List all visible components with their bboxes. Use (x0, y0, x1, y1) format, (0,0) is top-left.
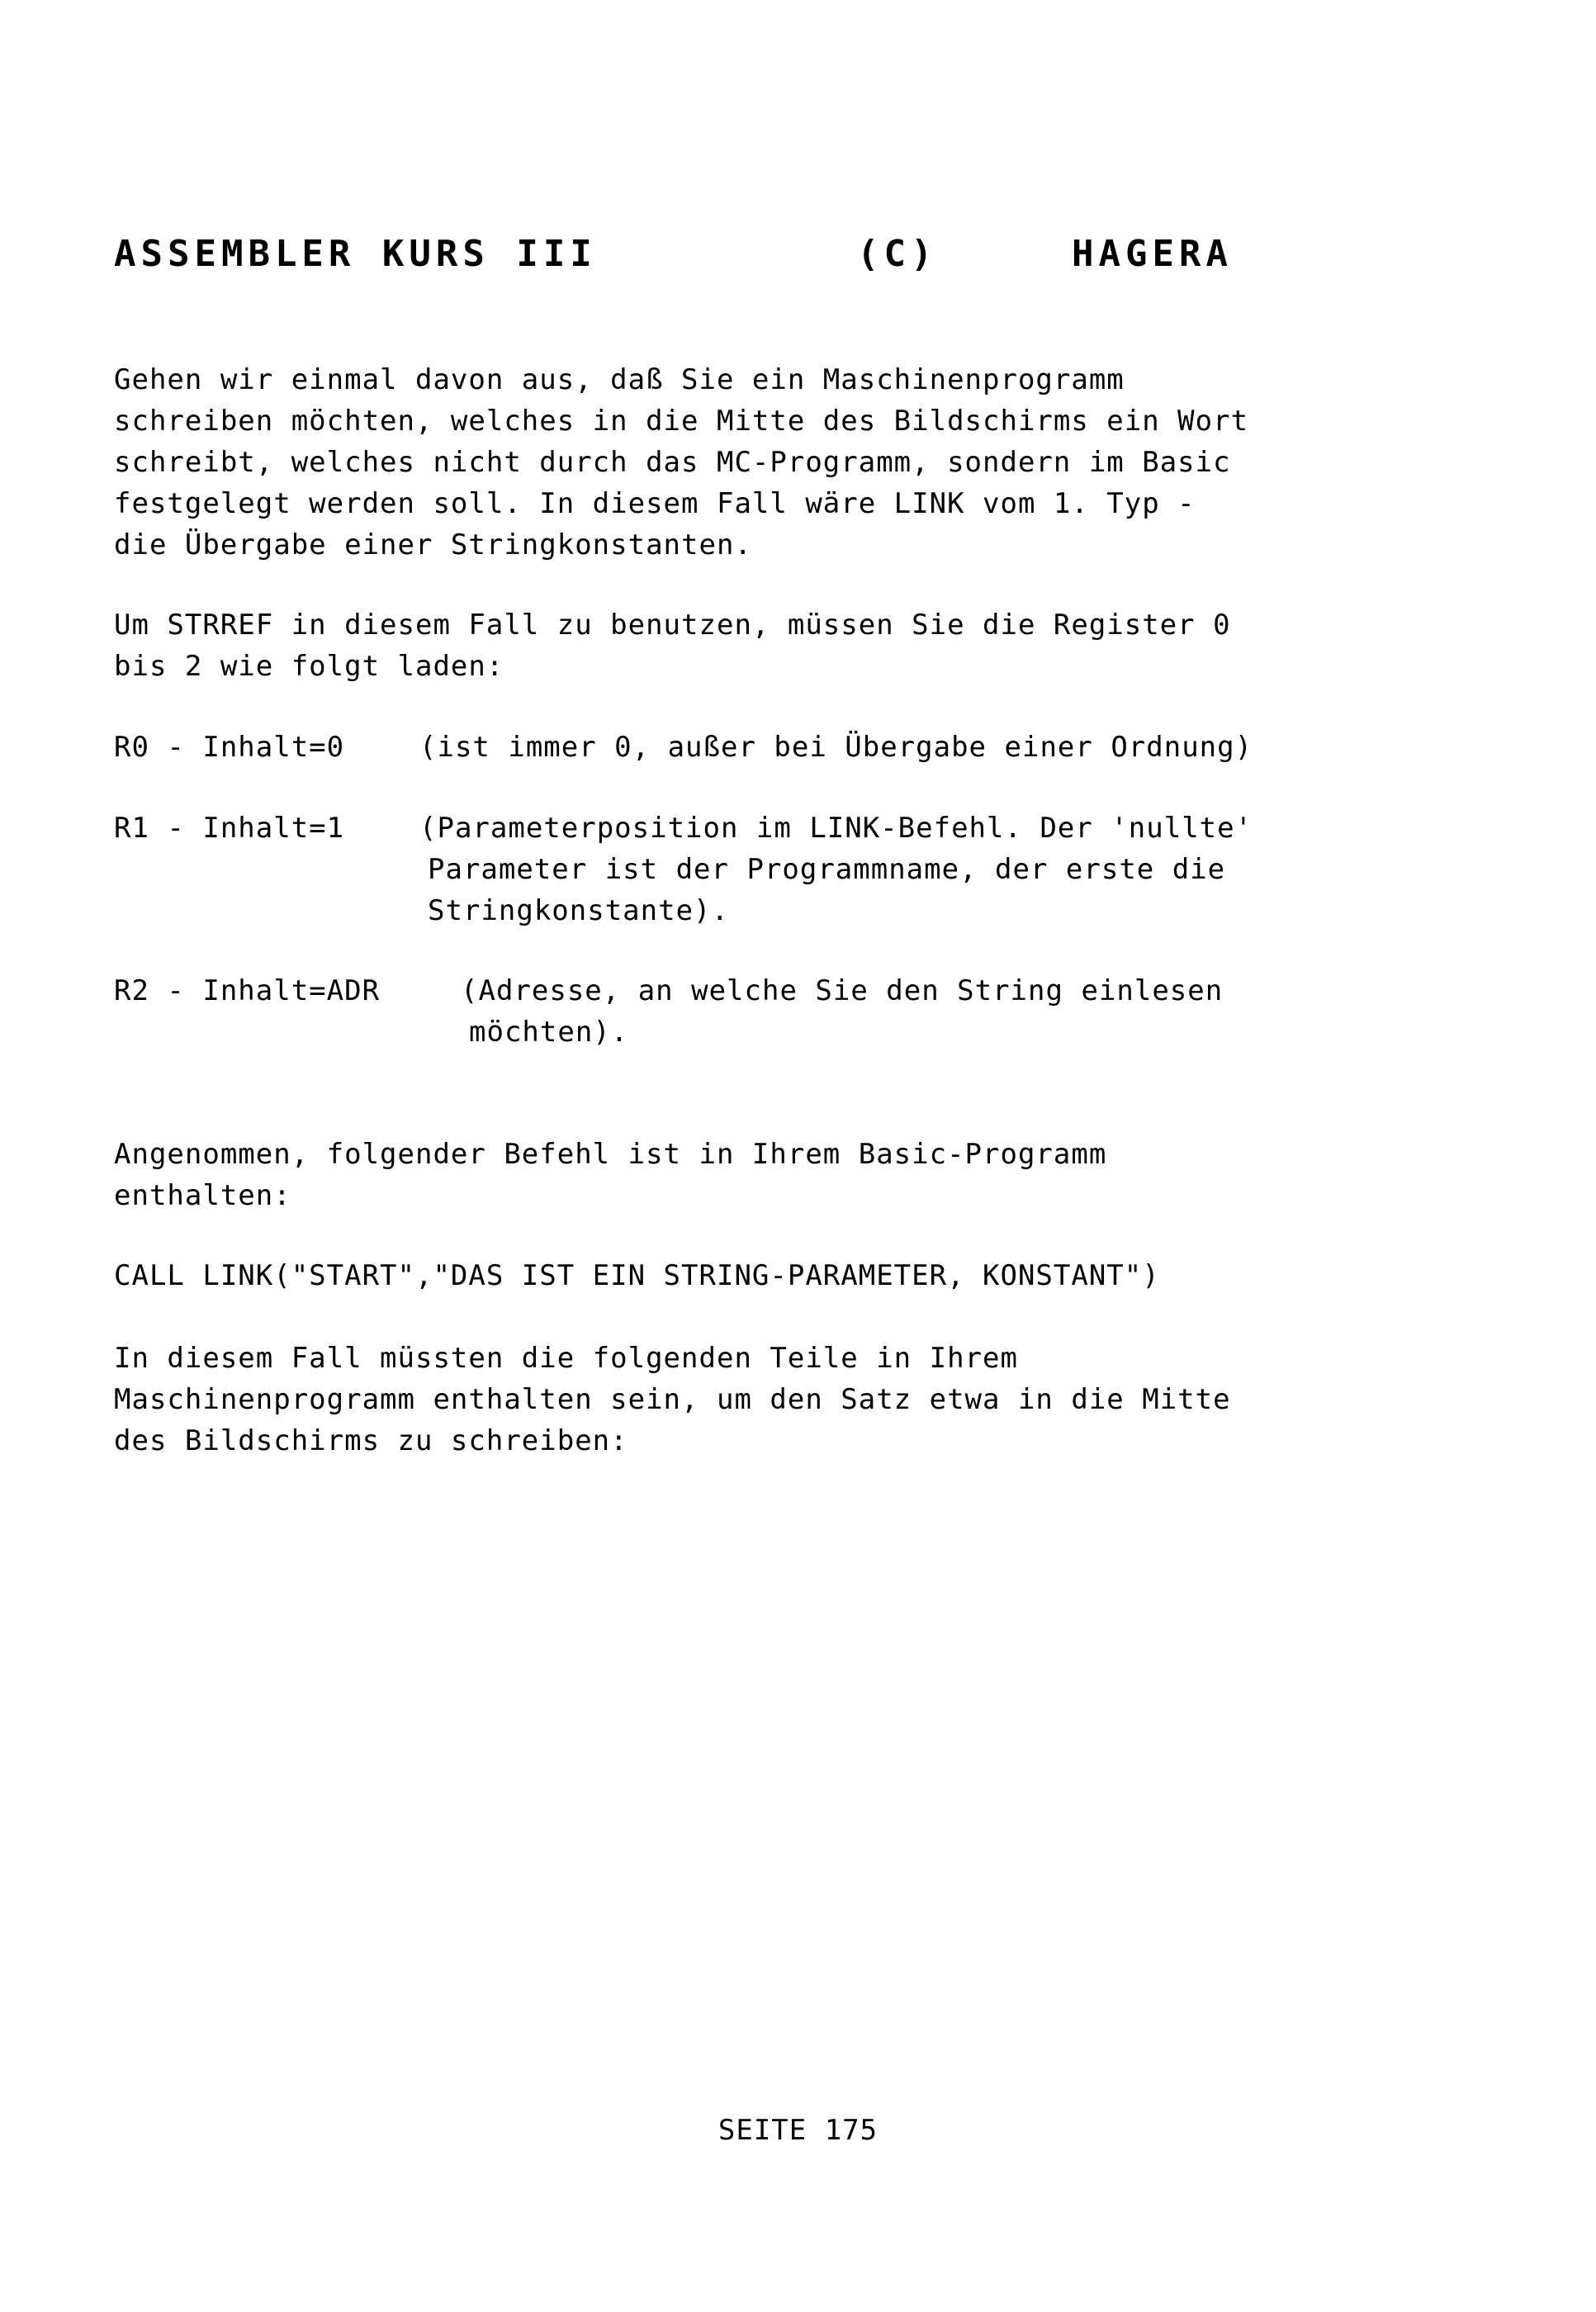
text-line: bis 2 wie folgt laden: (114, 650, 504, 683)
paragraph-assumption (114, 1134, 1106, 1216)
code-line: CALL LINK("START","DAS IST EIN STRING-PARAMETER, KONSTANT") (114, 1259, 1160, 1292)
page-title (114, 233, 1402, 275)
text-line: schreibt, welches nicht durch das MC-Programm, sondern im Basic (114, 446, 1231, 479)
text-line: die Übergabe einer Stringkonstanten. (114, 528, 752, 561)
register-description-cont: möchten). (469, 1016, 629, 1049)
title-author: HAGERA (1072, 233, 1233, 275)
text-line: In diesem Fall müssten die folgenden Teile in Ihrem (114, 1342, 1018, 1375)
text-line: schreiben möchten, welches in die Mitte des Bildschirms ein Wort (114, 405, 1249, 438)
register-key: R2 - Inhalt=ADR (114, 974, 381, 1007)
register-key: R1 - Inhalt=1 (114, 812, 345, 845)
register-key: R0 - Inhalt=0 (114, 731, 345, 764)
title-left: ASSEMBLER KURS III (114, 233, 597, 275)
title-copyright: (C) (857, 233, 938, 275)
paragraph-intro (114, 359, 1248, 566)
text-line: Maschinenprogramm enthalten sein, um den Satz etwa in die Mitte (114, 1383, 1231, 1416)
text-line: Um STRREF in diesem Fall zu benutzen, müssen Sie die Register 0 (114, 609, 1231, 642)
register-description: (ist immer 0, außer bei Übergabe einer Ordnung) (419, 731, 1253, 764)
text-line: enthalten: (114, 1179, 291, 1212)
register-description: (Parameterposition im LINK-Befehl. Der 'nullte' (419, 812, 1253, 845)
register-r0 (114, 727, 1253, 768)
paragraph-strref (114, 604, 1231, 687)
paragraph-conclusion (114, 1338, 1231, 1462)
register-description-cont: Stringkonstante). (428, 894, 729, 927)
text-line: des Bildschirms zu schreiben: (114, 1424, 628, 1457)
text-line: Gehen wir einmal davon aus, daß Sie ein Maschinenprogramm (114, 363, 1125, 396)
text-line: Angenommen, folgender Befehl ist in Ihrem Basic-Programm (114, 1138, 1107, 1171)
code-example (114, 1255, 1160, 1296)
register-description: (Adresse, an welche Sie den String einlesen (461, 974, 1224, 1007)
register-r2 (114, 970, 1223, 1053)
register-r1 (114, 808, 1253, 931)
text-line: festgelegt werden soll. In diesem Fall wäre LINK vom 1. Typ - (114, 487, 1196, 520)
register-description-cont: Parameter ist der Programmname, der erste die (428, 853, 1226, 886)
page-number: SEITE 175 (717, 2114, 879, 2147)
